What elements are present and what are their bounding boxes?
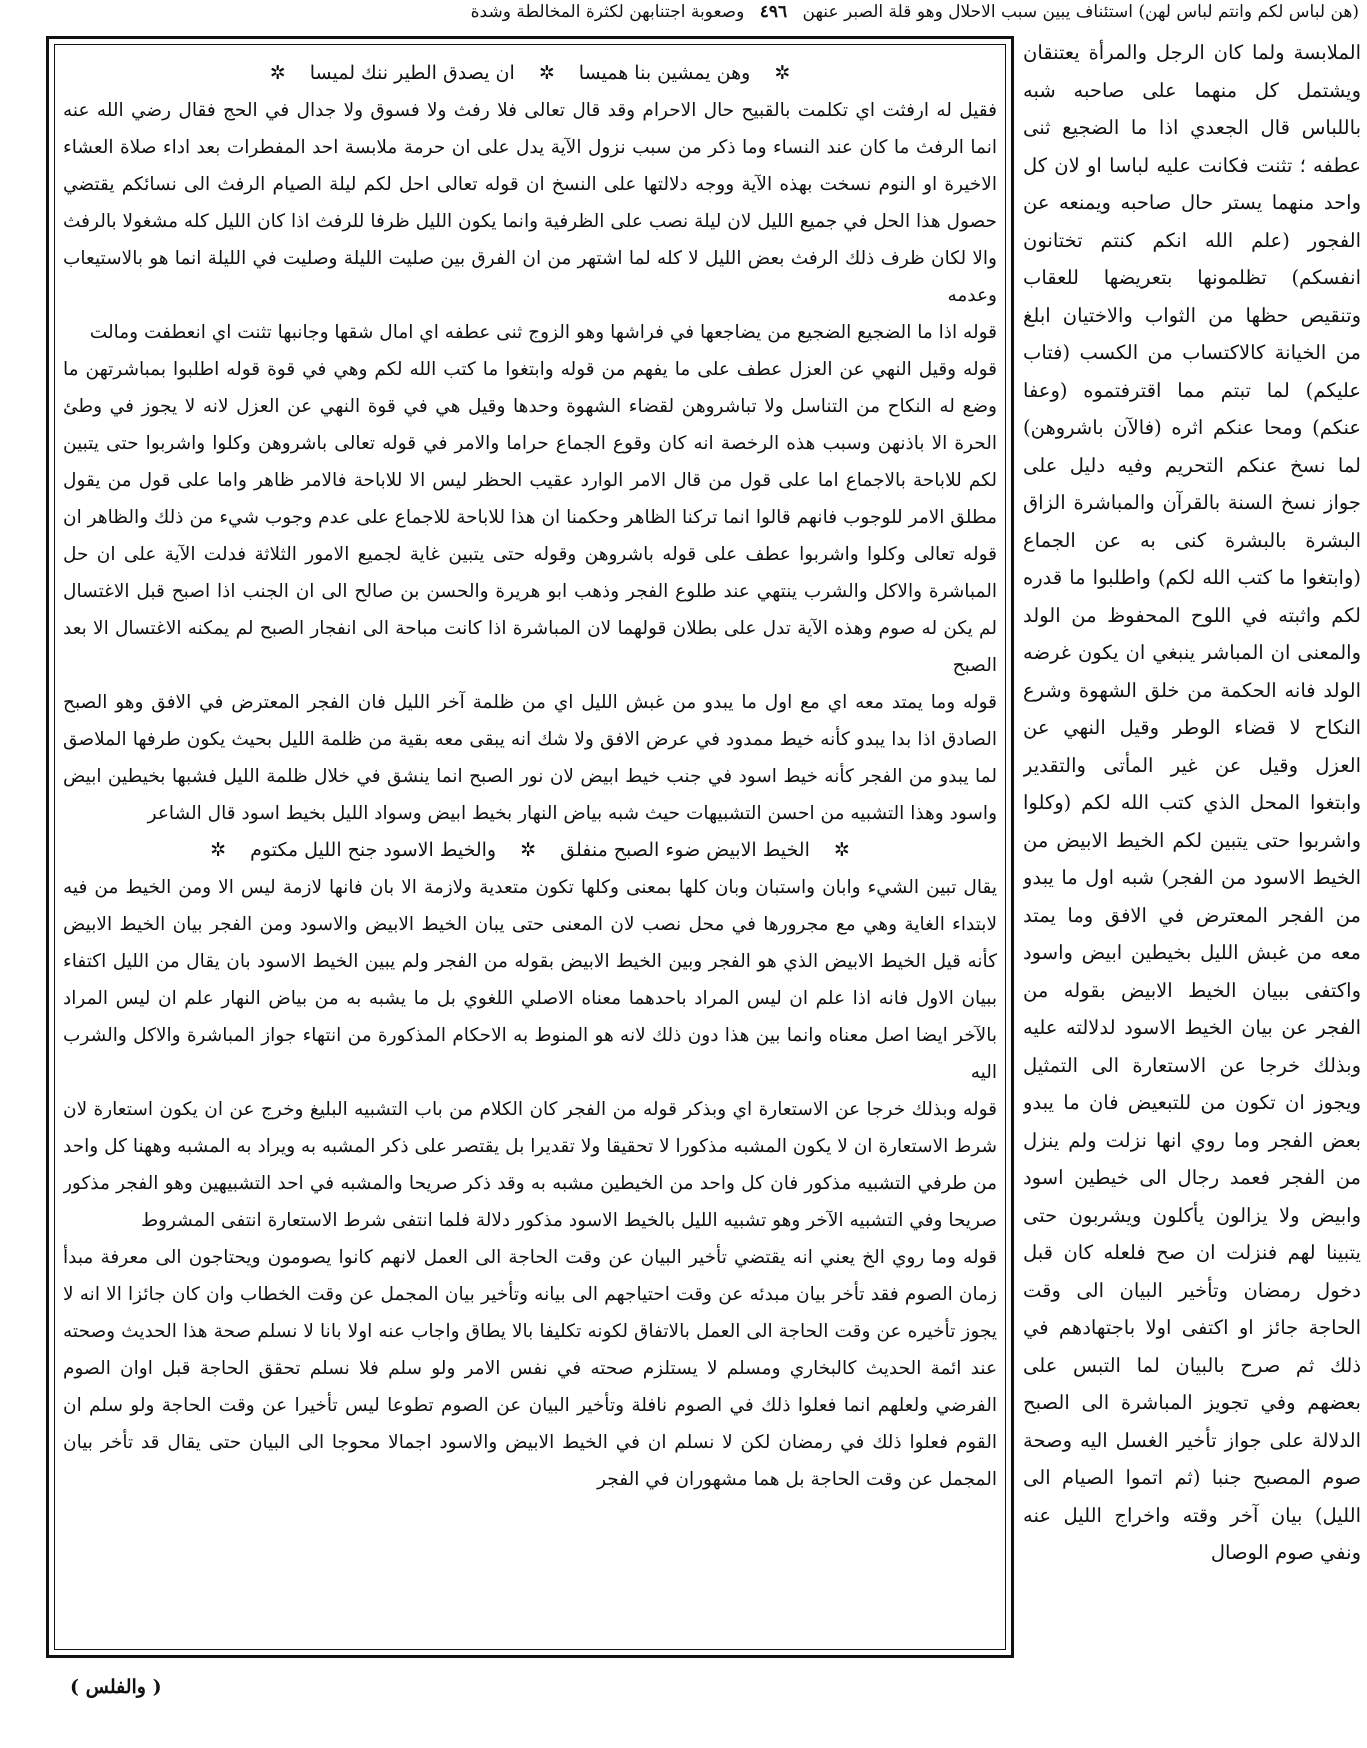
commentary-paragraph: قوله وبذلك خرجا عن الاستعارة اي وبذكر قوله من الفجر كان الكلام من باب التشبيه البليغ وخرج عن ان يكون استعارة لان شرط الاستعارة ان لا يكون المشبه مذكورا لا تحقيقا ولا تقديرا بل يقتصر على ذكر المشبه به ويراد به المشبه وههنا كل واحد من طرفي التشبيه مذكور فان كل واحد من الخيطين مشبه به وقد ذكر صريحا والمشبه في احد التشبيهين وهو الفجر مذكور صريحا وفي التشبيه الآخر وهو تشبيه الليل بالخيط الاسود مذكور دلالة فلما انتفى شرط الاستعارة انتفى المشروط	[63, 1099, 997, 1231]
star-ornament-icon: ✲	[269, 62, 286, 84]
margin-commentary	[1023, 34, 1361, 1654]
commentary-paragraph: يقال تبين الشيء وابان واستبان وبان كلها بمعنى وكلها تكون متعدية ولازمة الا بان فانها لازمة ليس الا ومن الخيط من فيه لابتداء الغاية وهي مع مجرورها في محل نصب لان المعنى حتى يبان الخيط الابيض والاسود ومن الفجر بيان الخيط الابيض كأنه قيل الخيط الابيض الذي هو الفجر وبين الخيط الابيض بقوله من الفجر ولم يبين الخيط الاسود بان يقال من الليل اكتفاء ببيان الاول فانه اذا علم ان ليس المراد باحدهما معناه الاصلي اللغوي بل ما يشبه به من بياض النهار علم ان ليس المراد بالآخر ايضا اصل معناه وانما بين هذا دون ذلك لانه هو المنوط به الاحكام المذكورة من انتهاء جواز المباشرة والاكل والشرب اليه	[63, 877, 997, 1083]
verse-hemistich: ان يصدق الطير ننك لميسا	[309, 62, 515, 84]
verse-hemistich: وهن يمشين بنا هميسا	[578, 62, 751, 84]
main-text	[63, 55, 997, 1643]
commentary-paragraph: قوله اذا ما الضجيع الضجيع من يضاجعها في فراشها وهو الزوج ثنى عطفه اي امال شقها وجانبها تثنت اي انعطفت ومالت	[89, 322, 997, 343]
commentary-paragraph: قوله وما يمتد معه اي مع اول ما يبدو من غبش الليل اي من ظلمة آخر الليل فان الفجر المعترض في الافق وهو الصبح الصادق اذا بدا يبدو كأنه خيط ممدود في عرض الافق ولا شك انه يبقى معه بقية من ظلمة الليل بحيث يكون طرفها الملاصق لما يبدو من الفجر كأنه خيط اسود في جنب خيط ابيض لان نور الصبح انما ينشق في خلال ظلمة الليل فشبها بخيطين ابيض واسود وهذا التشبيه من احسن التشبيهات حيث شبه بياض النهار بخيط ابيض وسواد الليل بخيط اسود قال الشاعر	[63, 692, 997, 824]
commentary-paragraph: قوله وقيل النهي عن العزل عطف على ما يفهم من قوله وابتغوا ما كتب الله لكم وهي في قوة قوله اطلبوا بمباشرتهن ما وضع له النكاح من التناسل ولا تباشروهن لقضاء الشهوة وحدها وقيل هي في قوة النهي عن العزل لانه لا يجوز في وطئ الحرة الا باذنهن وسبب هذه الرخصة انه كان وقوع الجماع حراما والامر في قوله تعالى باشروهن وكلوا واشربوا حتى يتبين لكم للاباحة بالاجماع اما على قول من قال الامر الوارد عقيب الحظر ليس الا للاباحة فالامر ظاهر واما على قول من يقول مطلق الامر للوجوب فانهم قالوا انما تركنا الظاهر وحكمنا ان هذا للاباحة للاجماع على عدم وجوب شيء من ذلك والظاهر ان قوله تعالى وكلوا واشربوا عطف على قوله باشروهن وقوله حتى يتبين غاية لجميع الامور الثلاثة فدلت الآية على ان حل المباشرة والاكل والشرب ينتهي عند طلوع الفجر وذهب ابو هريرة والحسن بن صالح الى ان الجنب اذا اصبح قبل الاغتسال لم يكن له صوم وهذه الآية تدل على بطلان قولهما لان المباشرة اذا كانت مباحة الى انفجار الصبح لم يمكنه الاغتسال الا بعد الصبح	[63, 359, 997, 676]
star-ornament-icon: ✲	[538, 62, 555, 84]
header-left-text: وصعوبة اجتنابهن لكثرة المخالطة وشدة	[470, 2, 745, 22]
poetry-verse	[63, 832, 997, 869]
header-right-text: (هن لباس لكم وانتم لباس لهن) استئناف يبين سبب الاحلال وهو قلة الصبر عنهن	[802, 2, 1359, 22]
page-header	[8, 0, 1359, 26]
main-text-frame	[46, 36, 1014, 1658]
margin-text: الملابسة ولما كان الرجل والمرأة يعتنقان ويشتمل كل منهما على صاحبه شبه باللباس قال الجعدي اذا ما الضجيع ثنى عطفه ؛ تثنت فكانت عليه لباسا او لان كل واحد منهما يستر حال صاحبه ويمنعه عن الفجور (علم الله انكم كنتم تختانون انفسكم) تظلمونها بتعريضها للعقاب وتنقيص حظها من الثواب والاختيان ابلغ من الخيانة كالاكتساب من الكسب (فتاب عليكم) لما تبتم مما اقترفتموه (وعفا عنكم) ومحا عنكم اثره (فالآن باشروهن) لما نسخ عنكم التحريم وفيه دليل على جواز نسخ السنة بالقرآن والمباشرة الزاق البشرة بالبشرة كنى به عن الجماع (وابتغوا ما كتب الله لكم) واطلبوا ما قدره لكم واثبته في اللوح المحفوظ من الولد والمعنى ان المباشر ينبغي ان يكون غرضه الولد فانه الحكمة من خلق الشهوة وشرع النكاح لا قضاء الوطر وقيل النهي عن العزل وقيل عن غير المأتى والتقدير وابتغوا المحل الذي كتب الله لكم (وكلوا واشربوا حتى يتبين لكم الخيط الابيض من الخيط الاسود من الفجر) شبه اول ما يبدو من الفجر المعترض في الافق وما يمتد معه من غبش الليل بخيطين ابيض واسود واكتفى ببيان الخيط الابيض بقوله من الفجر عن بيان الخيط الاسود لدلالته عليه وبذلك خرجا عن الاستعارة الى التمثيل ويجوز ان تكون من للتبعيض فان ما يبدو بعض الفجر وما روي انها نزلت ولم ينزل من الفجر فعمد رجال الى خيطين اسود وابيض ولا يزالون يأكلون ويشربون حتى يتبينا لهم فنزلت ان صح فلعله كان قبل دخول رمضان وتأخير البيان الى وقت الحاجة جائز او اكتفى اولا باجتهادهم في ذلك ثم صرح بالبيان لما التبس على بعضهم وفي تجويز المباشرة الى الصبح الدلالة على جواز تأخير الغسل اليه وصحة صوم المصبح جنبا (ثم اتموا الصيام الى الليل) بيان آخر وقته واخراج الليل عنه ونفي صوم الوصال	[1023, 41, 1361, 1564]
star-ornament-icon: ✲	[520, 839, 537, 861]
verse-hemistich: والخيط الاسود جنح الليل مكتوم	[250, 839, 497, 861]
page-number: ٤٩٦	[759, 2, 788, 22]
star-ornament-icon: ✲	[210, 839, 227, 861]
star-ornament-icon: ✲	[833, 839, 850, 861]
commentary-paragraph: فقيل له ارفثت اي تكلمت بالقبيح حال الاحرام وقد قال تعالى فلا رفث ولا فسوق ولا جدال في الحج فقال رضي الله عنه انما الرفث ما كان عند النساء وما ذكر من سبب نزول الآية يدل على ان حرمة ملابسة احد المفطرات بعد اداء صلاة العشاء الاخيرة او النوم نسخت بهذه الآية ووجه دلالتها على النسخ ان قوله تعالى احل لكم ليلة الصيام الرفث الى نسائكم يقتضي حصول هذا الحل في جميع الليل لان ليلة نصب على الظرفية وانما يكون الليل ظرفا للرفث اذا كان الليل كله مشغولا بالرفث والا لكان ظرف ذلك الرفث بعض الليل لا كله لما اشتهر من ان الفرق بين صليت الليلة وصليت في الليلة انما هو بالاستيعاب وعدمه	[63, 100, 997, 306]
catchword: ( والفلس )	[70, 1676, 162, 1698]
star-ornament-icon: ✲	[774, 62, 791, 84]
commentary-paragraph: قوله وما روي الخ يعني انه يقتضي تأخير البيان عن وقت الحاجة الى العمل لانهم كانوا يصومون ويحتاجون الى معرفة مبدأ زمان الصوم فقد تأخر بيان مبدئه عن وقت احتياجهم الى بيانه وتأخير بيان المجمل عن وقت الخطاب وان كان جائزا الا انه لا يجوز تأخيره عن وقت الحاجة الى العمل بالاتفاق لكونه تكليفا بالا يطاق واجاب عنه اولا بانا لا نسلم صحة هذا الحديث وصحته عند ائمة الحديث كالبخاري ومسلم لا يستلزم صحته في نفس الامر ولو سلم فلا نسلم تحقق الحاجة قبل اوان الصوم الفرضي ولعلهم انما فعلوا ذلك في الصوم نافلة وتأخير البيان عن الصوم تطوعا ليس تأخيرا عن وقت الحاجة ولو سلم ان القوم فعلوا ذلك في رمضان لكن لا نسلم ان في الخيط الابيض والاسود اجمالا محوجا الى البيان حتى يقال قد تأخر بيان المجمل عن وقت الحاجة بل هما مشهوران في الفجر	[63, 1247, 997, 1490]
verse-hemistich: الخيط الابيض ضوء الصبح منفلق	[560, 839, 810, 861]
poetry-verse	[63, 55, 997, 92]
